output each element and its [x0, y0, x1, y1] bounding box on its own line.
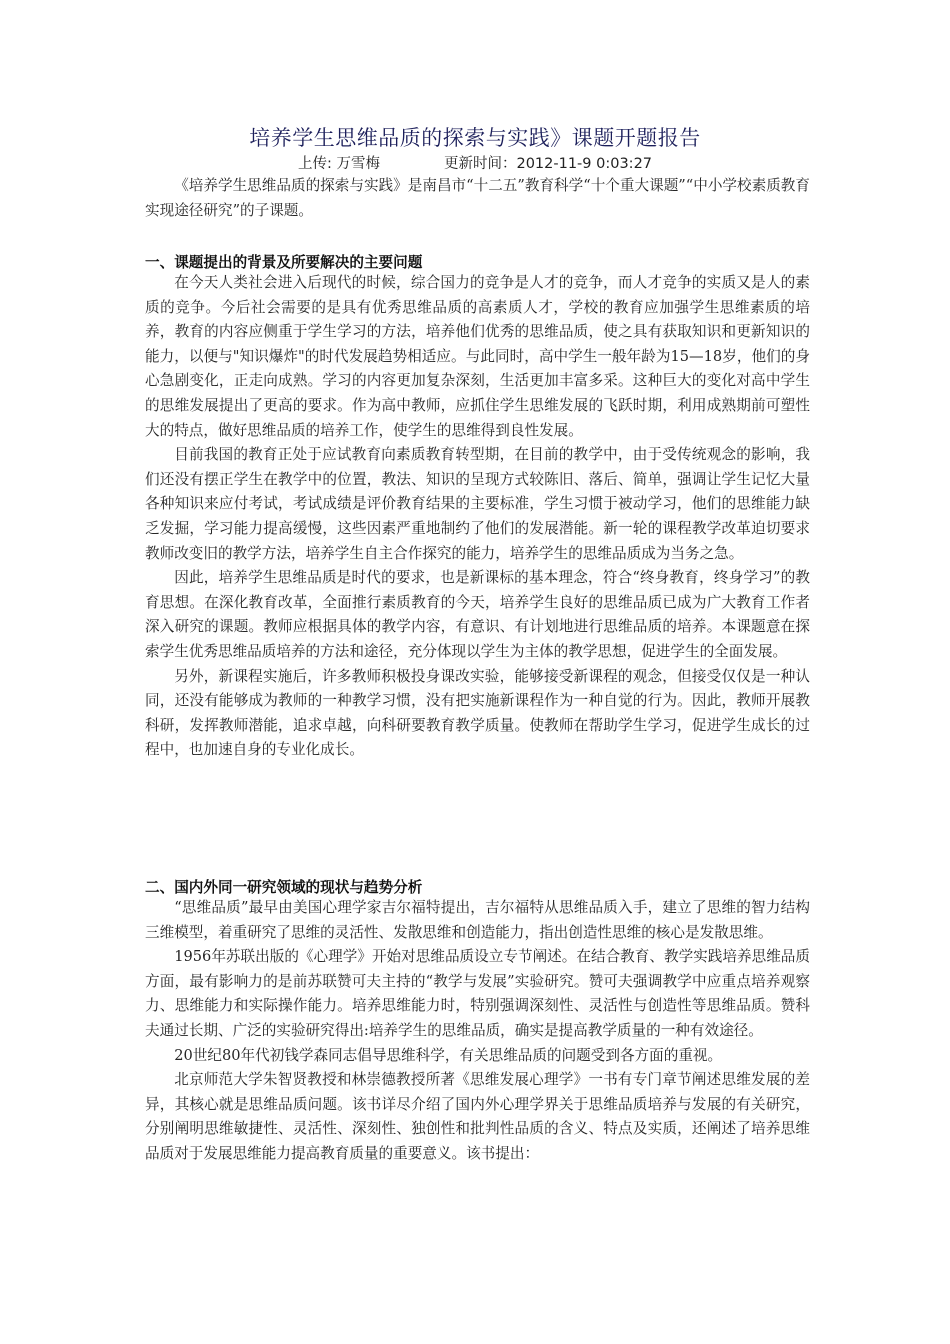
intro-paragraph: 《培养学生思维品质的探索与实践》是南昌市“十二五”教育科学“十个重大课题”“中小学校素质教育实现途径研究”的子课题。 — [145, 177, 810, 219]
paragraph: 北京师范大学朱智贤教授和林崇德教授所著《思维发展心理学》一书有专门章节阐述思维发展的差异，其核心就是思维品质问题。该书详尽介绍了国内外心理学界关于思维品质培养与发展的有关研究，分别阐明思维敏捷性、灵活性、深刻性、独创性和批判性品质的含义、特点及实质，还阐述了培养思维品质对于发展思维能力提高教育质量的重要意义。该书提出： — [145, 1071, 810, 1162]
paragraph: 1956年苏联出版的《心理学》开始对思维品质设立专节阐述。在结合教育、教学实践培养思维品质方面，最有影响力的是前苏联赞可夫主持的“教学与发展”实验研究。赞可夫强调教学中应重点培养观察力、思维能力和实际操作能力。培养思维能力时，特别强调深刻性、灵活性与创造性等思维品质。赞科夫通过长期、广泛的实验研究得出:培养学生的思维品质，确实是提高教学质量的一种有效途径。 — [145, 948, 810, 1039]
paragraph: 因此，培养学生思维品质是时代的要求，也是新课标的基本理念，符合“终身教育，终身学习”的教育思想。在深化教育改革，全面推行素质教育的今天，培养学生良好的思维品质已成为广大教育工作者深入研究的课题。教师应根据具体的教学内容，有意识、有计划地进行思维品质的培养。本课题意在探索学生优秀思维品质培养的方法和途径，充分体现以学生为主体的教学思想，促进学生的全面发展。 — [145, 569, 810, 660]
intro-paragraph-block — [145, 174, 810, 223]
paragraph: “思维品质”最早由美国心理学家吉尔福特提出，吉尔福特从思维品质入手，建立了思维的智力结构三维模型，着重研究了思维的灵活性、发散思维和创造能力，指出创造性思维的核心是发散思维。 — [145, 899, 810, 941]
paragraph: 20世纪80年代初钱学森同志倡导思维科学，有关思维品质的问题受到各方面的重视。 — [174, 1046, 723, 1064]
paragraph: 另外，新课程实施后，许多教师积极投身课改实验，能够接受新课程的观念，但接受仅仅是一种认同，还没有能够成为教师的一种教学习惯，没有把实施新课程作为一种自觉的行为。因此，教师开展教科研，发挥教师潜能，追求卓越，向科研要教育教学质量。使教师在帮助学生学习，促进学生成长的过程中，也加速自身的专业化成长。 — [145, 667, 810, 759]
updated-time: 更新时间：2012-11-9 0:03:27 — [443, 156, 653, 172]
section-1-body — [145, 271, 810, 763]
section-heading-1: 一、课题提出的背景及所要解决的主要问题 — [145, 254, 423, 271]
document-title: 培养学生思维品质的探索与实践》课题开题报告 — [249, 126, 701, 150]
section-heading-2: 二、国内外同一研究领域的现状与趋势分析 — [145, 879, 423, 896]
uploader-label: 上传: 万雪梅 — [297, 156, 380, 172]
document-meta — [0, 152, 950, 173]
section-2-body — [145, 896, 810, 1167]
paragraph: 在今天人类社会进入后现代的时候，综合国力的竞争是人才的竞争，而人才竞争的实质又是人的素质的竞争。今后社会需要的是具有优秀思维品质的高素质人才，学校的教育应加强学生思维素质的培养，教育的内容应侧重于学生学习的方法，培养他们优秀的思维品质，使之具有获取知识和更新知识的能力，以便与"知识爆炸"的时代发展趋势相适应。与此同时，高中学生一般年龄为15—18岁，他们的身心急剧变化，正走向成熟。学习的内容更加复杂深刻，生活更加丰富多采。这种巨大的变化对高中学生的思维发展提出了更高的要求。作为高中教师，应抓住学生思维发展的飞跃时期，利用成熟期前可塑性大的特点，做好思维品质的培养工作，使学生的思维得到良性发展。 — [145, 274, 810, 439]
paragraph: 目前我国的教育正处于应试教育向素质教育转型期，在目前的教学中，由于受传统观念的影响，我们还没有摆正学生在教学中的位置，教法、知识的呈现方式较陈旧、落后、简单，强调让学生记忆大量各种知识来应付考试，考试成绩是评价教育结果的主要标准，学生习惯于被动学习，他们的思维能力缺乏发掘，学习能力提高缓慢，这些因素严重地制约了他们的发展潜能。新一轮的课程教学改革迫切要求教师改变旧的教学方法，培养学生自主合作探究的能力，培养学生的思维品质成为当务之急。 — [145, 446, 810, 562]
